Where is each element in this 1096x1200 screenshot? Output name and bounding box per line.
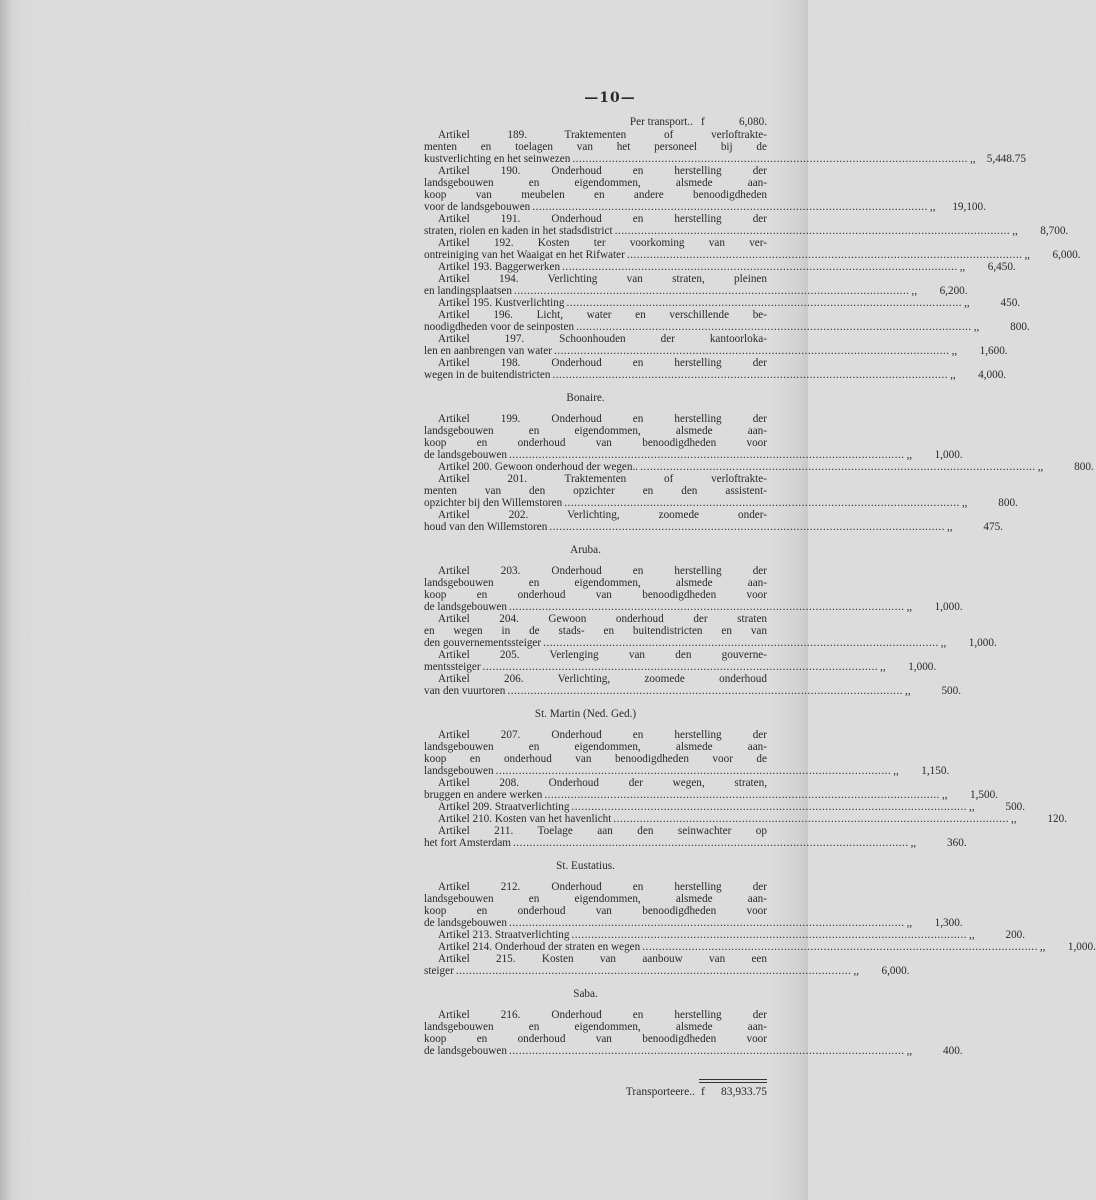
article-amount: 4,000. <box>978 369 1007 381</box>
article-amount-line <box>424 449 963 461</box>
dot-leader: ........................................................................................................................ <box>553 345 950 357</box>
article-entry <box>424 777 998 801</box>
dot-leader: ........................................................................................................................ <box>564 497 960 509</box>
ditto-mark: ,, <box>1011 813 1017 825</box>
article-description: Artikel 213. Straatverlichting <box>438 929 570 941</box>
article-description: het fort Amsterdam <box>424 837 511 849</box>
article-entry <box>424 333 1008 357</box>
article-amount-line <box>424 837 967 849</box>
page-number: —10— <box>584 90 636 106</box>
article-entry <box>424 273 968 297</box>
article-amount-line <box>424 369 1007 381</box>
article-amount-line <box>424 789 998 801</box>
dot-leader: ........................................................................................................................ <box>562 261 958 273</box>
ditto-mark: ,, <box>1037 461 1044 473</box>
article-text-line: Artikel 194. Verlichting van straten, pleinen <box>438 273 767 285</box>
ditto-mark: ,, <box>906 449 913 461</box>
article-text-line: koop van meubelen en andere benoodigdheden <box>424 189 767 201</box>
currency-symbol: f <box>701 1086 705 1098</box>
ditto-mark: ,, <box>1024 249 1031 261</box>
article-amount: 6,000. <box>881 965 910 977</box>
ditto-mark: ,, <box>959 261 966 273</box>
article-entry <box>424 413 963 461</box>
article-text-line: Artikel 190. Onderhoud en herstelling der <box>438 165 767 177</box>
article-description: de landsgebouwen <box>424 1045 507 1057</box>
dot-leader: ........................................................................................................................ <box>507 685 904 697</box>
article-amount-line <box>424 765 950 777</box>
article-description: noodigdheden voor de seinposten <box>424 321 575 333</box>
article-text-line: Artikel 192. Kosten ter voorkoming van ver- <box>438 237 767 249</box>
article-text-line: Artikel 211. Toelage aan den seinwachter op <box>438 825 767 837</box>
article-amount: 1,000. <box>1067 941 1096 953</box>
article-entry <box>424 509 1003 533</box>
ditto-mark: ,, <box>1012 225 1018 237</box>
article-amount-line <box>424 601 963 613</box>
dot-leader: ........................................................................................................................ <box>508 601 905 613</box>
ditto-mark: ,, <box>906 601 913 613</box>
article-text-line: Artikel 191. Onderhoud en herstelling der <box>438 213 767 225</box>
article-text-line: koop en onderhoud van benoodigdheden voor <box>424 589 767 601</box>
article-text-line: koop en onderhoud van benoodigdheden voor <box>424 905 767 917</box>
ditto-mark: ,, <box>940 637 947 649</box>
dot-leader: ........................................................................................................................ <box>508 1045 905 1057</box>
article-text-line: Artikel 189. Traktementen of verloftrakte- <box>438 129 767 141</box>
article-entry <box>424 673 962 697</box>
ditto-mark: ,, <box>973 321 980 333</box>
article-description: mentssteiger <box>424 661 481 673</box>
section-heading: St. Eustatius. <box>556 860 615 872</box>
article-description: Artikel 200. Gewoon onderhoud der wegen.. <box>438 461 639 473</box>
article-text-line: Artikel 208. Onderhoud der wegen, straten, <box>438 777 767 789</box>
article-description: Artikel 195. Kustverlichting <box>438 297 565 309</box>
article-amount: 400. <box>943 1045 963 1057</box>
article-amount: 19,100. <box>952 201 986 213</box>
article-amount: 1,500. <box>970 789 998 801</box>
article-description: Artikel 193. Baggerwerken <box>438 261 561 273</box>
article-text-line: koop en onderhoud van benoodigdheden voor <box>424 437 767 449</box>
article-description: de landsgebouwen <box>424 449 507 461</box>
dot-leader: ........................................................................................................................ <box>508 449 905 461</box>
article-amount-line <box>424 685 962 697</box>
article-entry <box>424 953 910 977</box>
article-text-line: Artikel 202. Verlichting, zoomede onder- <box>438 509 767 521</box>
ditto-mark: ,, <box>893 765 899 777</box>
dot-leader: ........................................................................................................................ <box>455 965 852 977</box>
article-text-line: landsgebouwen en eigendommen, alsmede aan- <box>424 741 767 753</box>
article-entry <box>424 825 967 849</box>
article-description: Artikel 209. Straatverlichting <box>438 801 570 813</box>
ditto-mark: ,, <box>946 521 953 533</box>
article-amount: 1,000. <box>934 449 963 461</box>
article-text-line: Artikel 197. Schoonhouden der kantoorloka- <box>438 333 767 345</box>
article-description: steiger <box>424 965 454 977</box>
article-entry <box>424 881 963 929</box>
dot-leader: ........................................................................................................................ <box>549 521 945 533</box>
dot-leader: ........................................................................................................................ <box>576 321 972 333</box>
dot-leader: ........................................................................................................................ <box>566 297 963 309</box>
article-entry <box>424 297 1021 309</box>
ditto-mark: ,, <box>911 285 918 297</box>
ditto-mark: ,, <box>969 153 976 165</box>
article-entry <box>424 237 1081 261</box>
article-amount-line <box>424 285 968 297</box>
article-description: voor de landsgebouwen <box>424 201 531 213</box>
article-amount-line <box>424 965 910 977</box>
article-entry <box>424 613 997 649</box>
dot-leader: ........................................................................................................................ <box>532 201 928 213</box>
article-amount: 1,000. <box>934 601 963 613</box>
dot-leader: ........................................................................................................................ <box>482 661 879 673</box>
article-text-line: Artikel 206. Verlichting, zoomede onderhoud <box>438 673 767 685</box>
article-amount-line <box>424 637 997 649</box>
article-description: opzichter bij den Willemstoren <box>424 497 563 509</box>
article-text-line: koop en onderhoud van benoodigdheden voor <box>424 1033 767 1045</box>
article-amount: 500. <box>941 685 962 697</box>
article-amount: 475. <box>983 521 1003 533</box>
dot-leader: ........................................................................................................................ <box>552 369 949 381</box>
article-amount-line <box>424 929 1026 941</box>
dot-leader: ........................................................................................................................ <box>626 249 1023 261</box>
article-entry <box>424 929 1026 941</box>
article-entry <box>424 565 963 613</box>
ditto-mark: ,, <box>950 369 956 381</box>
article-amount: 800. <box>998 497 1018 509</box>
article-text-line: landsgebouwen en eigendommen, alsmede aan- <box>424 425 767 437</box>
dot-leader: ........................................................................................................................ <box>640 461 1036 473</box>
article-amount: 8,700. <box>1040 225 1069 237</box>
article-amount: 1,600. <box>979 345 1008 357</box>
ditto-mark: ,, <box>964 297 970 309</box>
article-amount-line <box>424 917 963 929</box>
article-text-line: landsgebouwen en eigendommen, alsmede aan- <box>424 893 767 905</box>
article-text-line: Artikel 199. Onderhoud en herstelling der <box>438 413 767 425</box>
article-description: de landsgebouwen <box>424 601 507 613</box>
article-entry <box>424 473 1018 509</box>
dot-leader: ........................................................................................................................ <box>513 837 909 849</box>
article-entry <box>424 649 937 673</box>
section-heading: St. Martin (Ned. Ged.) <box>534 708 637 720</box>
article-description: kustverlichting en het seinwezen <box>424 153 571 165</box>
article-amount: 120. <box>1047 813 1067 825</box>
article-entry <box>424 801 1026 813</box>
article-amount: 360. <box>947 837 967 849</box>
dot-leader: ........................................................................................................................ <box>543 637 939 649</box>
article-amount-line <box>424 153 1026 165</box>
article-amount-line <box>424 297 1021 309</box>
article-description: van den vuurtoren <box>424 685 506 697</box>
article-text-line: Artikel 215. Kosten van aanbouw van een <box>438 953 767 965</box>
total-rule-double <box>699 1082 767 1083</box>
dot-leader: ........................................................................................................................ <box>513 285 910 297</box>
transport-carried-forward <box>424 116 767 128</box>
ditto-mark: ,, <box>961 497 968 509</box>
transport-amount: 6,080. <box>739 116 767 128</box>
article-entry <box>424 165 986 213</box>
article-amount: 800. <box>1074 461 1094 473</box>
article-amount: 1,150. <box>921 765 950 777</box>
article-entry <box>424 129 1026 165</box>
article-description: Artikel 210. Kosten van het havenlicht <box>438 813 612 825</box>
article-amount-line <box>424 249 1081 261</box>
section-heading: Bonaire. <box>566 392 605 404</box>
article-text-line: en wegen in de stads- en buitendistricten en van <box>424 625 767 637</box>
article-amount: 1,000. <box>968 637 997 649</box>
article-entry <box>424 1009 963 1057</box>
ditto-mark: ,, <box>880 661 886 673</box>
article-list <box>424 129 1096 1057</box>
total-rule <box>699 1079 767 1080</box>
article-amount: 450. <box>1000 297 1021 309</box>
article-text-line: landsgebouwen en eigendommen, alsmede aan- <box>424 577 767 589</box>
article-description: Artikel 214. Onderhoud der straten en wegen <box>438 941 641 953</box>
section-heading: Aruba. <box>570 544 601 556</box>
dot-leader: ........................................................................................................................ <box>614 225 1011 237</box>
ditto-mark: ,, <box>941 789 948 801</box>
article-description: en landingsplaatsen <box>424 285 512 297</box>
dot-leader: ........................................................................................................................ <box>642 941 1038 953</box>
budget-column <box>424 116 1096 1057</box>
article-amount-line <box>424 261 1016 273</box>
article-amount: 1,000. <box>908 661 937 673</box>
transport-total-amount: 83,933.75 <box>721 1086 767 1098</box>
dot-leader: ........................................................................................................................ <box>613 813 1009 825</box>
article-text-line: Artikel 203. Onderhoud en herstelling der <box>438 565 767 577</box>
transport-total <box>560 1086 767 1098</box>
article-amount: 1,300. <box>934 917 963 929</box>
article-entry <box>424 213 1069 237</box>
article-text-line: Artikel 204. Gewoon onderhoud der straten <box>438 613 767 625</box>
article-description: straten, riolen en kaden in het stadsdistrict <box>424 225 613 237</box>
article-amount: 800. <box>1010 321 1030 333</box>
article-description: wegen in de buitendistricten <box>424 369 551 381</box>
article-amount-line <box>424 813 1067 825</box>
article-text-line: koop en onderhoud van benoodigdheden voor de <box>424 753 767 765</box>
article-text-line: Artikel 207. Onderhoud en herstelling der <box>438 729 767 741</box>
article-entry <box>424 461 1094 473</box>
article-text-line: landsgebouwen en eigendommen, alsmede aan- <box>424 177 767 189</box>
ditto-mark: ,, <box>951 345 958 357</box>
article-entry <box>424 729 950 777</box>
article-text-line: Artikel 216. Onderhoud en herstelling der <box>438 1009 767 1021</box>
ditto-mark: ,, <box>969 801 975 813</box>
article-amount: 5,448.75 <box>986 153 1026 165</box>
article-text-line: landsgebouwen en eigendommen, alsmede aan- <box>424 1021 767 1033</box>
article-amount: 6,450. <box>987 261 1016 273</box>
article-text-line: Artikel 201. Traktementen of verloftrakte- <box>438 473 767 485</box>
article-amount-line <box>424 321 1030 333</box>
article-amount: 6,200. <box>939 285 968 297</box>
article-description: len en aanbrengen van water <box>424 345 552 357</box>
ditto-mark: ,, <box>1039 941 1046 953</box>
article-amount-line <box>424 345 1008 357</box>
ditto-mark: ,, <box>905 685 911 697</box>
article-description: de landsgebouwen <box>424 917 507 929</box>
ditto-mark: ,, <box>969 929 975 941</box>
page-edge-shadow <box>0 0 10 1200</box>
article-text-line: menten van den opzichter en den assistent- <box>424 485 767 497</box>
section-heading: Saba. <box>573 988 598 1000</box>
article-amount-line <box>424 497 1018 509</box>
article-description: ontreiniging van het Waaigat en het Rifwater <box>424 249 625 261</box>
article-amount-line <box>424 1045 963 1057</box>
currency-symbol: f <box>701 116 705 128</box>
article-description: landsgebouwen <box>424 765 494 777</box>
article-amount-line <box>424 461 1094 473</box>
article-text-line: Artikel 198. Onderhoud en herstelling der <box>438 357 767 369</box>
article-description: bruggen en andere werken <box>424 789 543 801</box>
article-text-line: Artikel 212. Onderhoud en herstelling der <box>438 881 767 893</box>
article-amount: 200. <box>1005 929 1026 941</box>
dot-leader: ........................................................................................................................ <box>571 929 968 941</box>
article-entry <box>424 941 1096 953</box>
article-amount-line <box>424 225 1069 237</box>
article-amount-line <box>424 201 986 213</box>
ditto-mark: ,, <box>929 201 936 213</box>
article-amount-line <box>424 941 1096 953</box>
dot-leader: ........................................................................................................................ <box>572 153 968 165</box>
ditto-mark: ,, <box>906 917 913 929</box>
ditto-mark: ,, <box>906 1045 913 1057</box>
article-text-line: Artikel 205. Verlenging van den gouverne- <box>438 649 767 661</box>
article-amount: 6,000. <box>1052 249 1081 261</box>
ditto-mark: ,, <box>853 965 860 977</box>
article-description: den gouvernementssteiger <box>424 637 542 649</box>
article-entry <box>424 813 1067 825</box>
article-description: houd van den Willemstoren <box>424 521 548 533</box>
article-amount-line <box>424 521 1003 533</box>
article-entry <box>424 357 1007 381</box>
transport-label: Per transport.. <box>629 116 693 128</box>
article-amount-line <box>424 801 1026 813</box>
article-text-line: Artikel 196. Licht, water en verschillende be- <box>438 309 767 321</box>
article-text-line: menten en toelagen van het personeel bij de <box>424 141 767 153</box>
article-amount-line <box>424 661 937 673</box>
article-amount: 500. <box>1005 801 1026 813</box>
dot-leader: ........................................................................................................................ <box>571 801 968 813</box>
article-entry <box>424 309 1030 333</box>
dot-leader: ........................................................................................................................ <box>495 765 892 777</box>
dot-leader: ........................................................................................................................ <box>508 917 905 929</box>
article-entry <box>424 261 1016 273</box>
ditto-mark: ,, <box>910 837 917 849</box>
dot-leader: ........................................................................................................................ <box>544 789 940 801</box>
transport-total-label: Transporteere.. <box>625 1086 695 1098</box>
